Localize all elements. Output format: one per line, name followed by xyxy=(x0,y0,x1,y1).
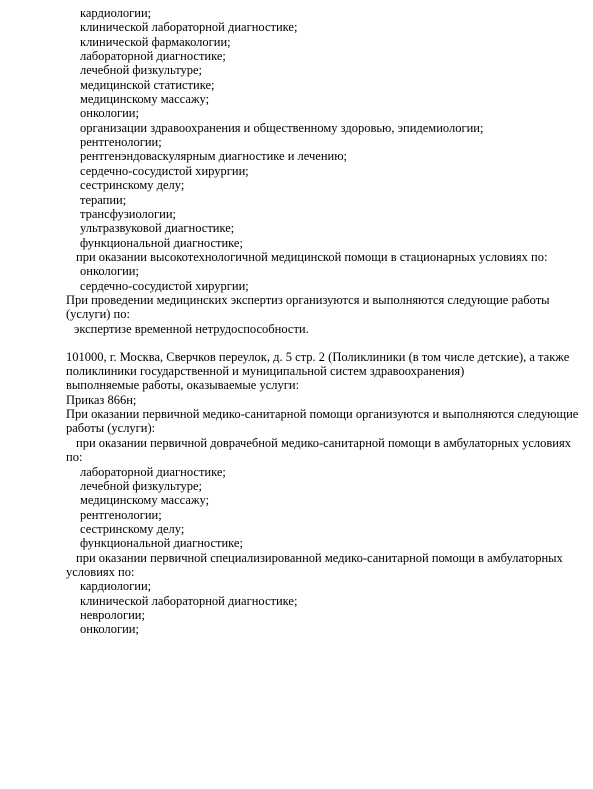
list-item: медицинскому массажу; xyxy=(80,92,210,106)
list-item: экспертизе временной нетрудоспособности. xyxy=(74,322,309,336)
list-item: онкологии; xyxy=(80,622,139,636)
section-heading: при оказании первичной специализированной медико-санитарной помощи в амбулаторных xyxy=(76,551,563,565)
address-line: поликлиники государственной и муниципальной систем здравоохранения) xyxy=(66,364,465,378)
section-heading: условиях по: xyxy=(66,565,135,579)
list-item: онкологии; xyxy=(80,264,139,278)
list-item: клинической лабораторной диагностике; xyxy=(80,20,298,34)
list-item: трансфузиологии; xyxy=(80,207,177,221)
list-item: лечебной физкультуре; xyxy=(80,479,203,493)
paragraph-line: (услуги) по: xyxy=(66,307,130,321)
list-item: кардиологии; xyxy=(80,579,152,593)
list-item: рентгенэндоваскулярным диагностике и лечению; xyxy=(80,149,348,163)
paragraph-line: При оказании первичной медико-санитарной помощи организуются и выполняются следующие xyxy=(66,407,579,421)
list-item: клинической лабораторной диагностике; xyxy=(80,594,298,608)
list-item: лабораторной диагностике; xyxy=(80,49,226,63)
paragraph-line: работы (услуги): xyxy=(66,421,156,435)
section-heading: по: xyxy=(66,450,83,464)
address-line: 101000, г. Москва, Сверчков переулок, д. 5 стр. 2 (Поликлиники (в том числе детские), а также xyxy=(66,350,570,364)
list-item: ультразвуковой диагностике; xyxy=(80,221,235,235)
list-item: неврологии; xyxy=(80,608,145,622)
list-item: клинической фармакологии; xyxy=(80,35,231,49)
list-item: сердечно-сосудистой хирургии; xyxy=(80,279,249,293)
list-item: функциональной диагностике; xyxy=(80,236,243,250)
list-item: рентгенологии; xyxy=(80,508,162,522)
list-item: сердечно-сосудистой хирургии; xyxy=(80,164,249,178)
list-item: организации здравоохранения и общественному здоровью, эпидемиологии; xyxy=(80,121,484,135)
list-item: медицинской статистике; xyxy=(80,78,215,92)
list-item: функциональной диагностике; xyxy=(80,536,243,550)
list-item: медицинскому массажу; xyxy=(80,493,210,507)
list-item: сестринскому делу; xyxy=(80,178,185,192)
list-item: рентгенологии; xyxy=(80,135,162,149)
works-label: выполняемые работы, оказываемые услуги: xyxy=(66,378,300,392)
order-line: Приказ 866н; xyxy=(66,393,137,407)
section-heading: при оказании первичной доврачебной медико-санитарной помощи в амбулаторных условиях xyxy=(76,436,571,450)
section-heading: при оказании высокотехнологичной медицинской помощи в стационарных условиях по: xyxy=(76,250,548,264)
list-item: лечебной физкультуре; xyxy=(80,63,203,77)
paragraph-line: При проведении медицинских экспертиз организуются и выполняются следующие работы xyxy=(66,293,550,307)
list-item: кардиологии; xyxy=(80,6,152,20)
list-item: онкологии; xyxy=(80,106,139,120)
list-item: лабораторной диагностике; xyxy=(80,465,226,479)
list-item: терапии; xyxy=(80,193,127,207)
list-item: сестринскому делу; xyxy=(80,522,185,536)
